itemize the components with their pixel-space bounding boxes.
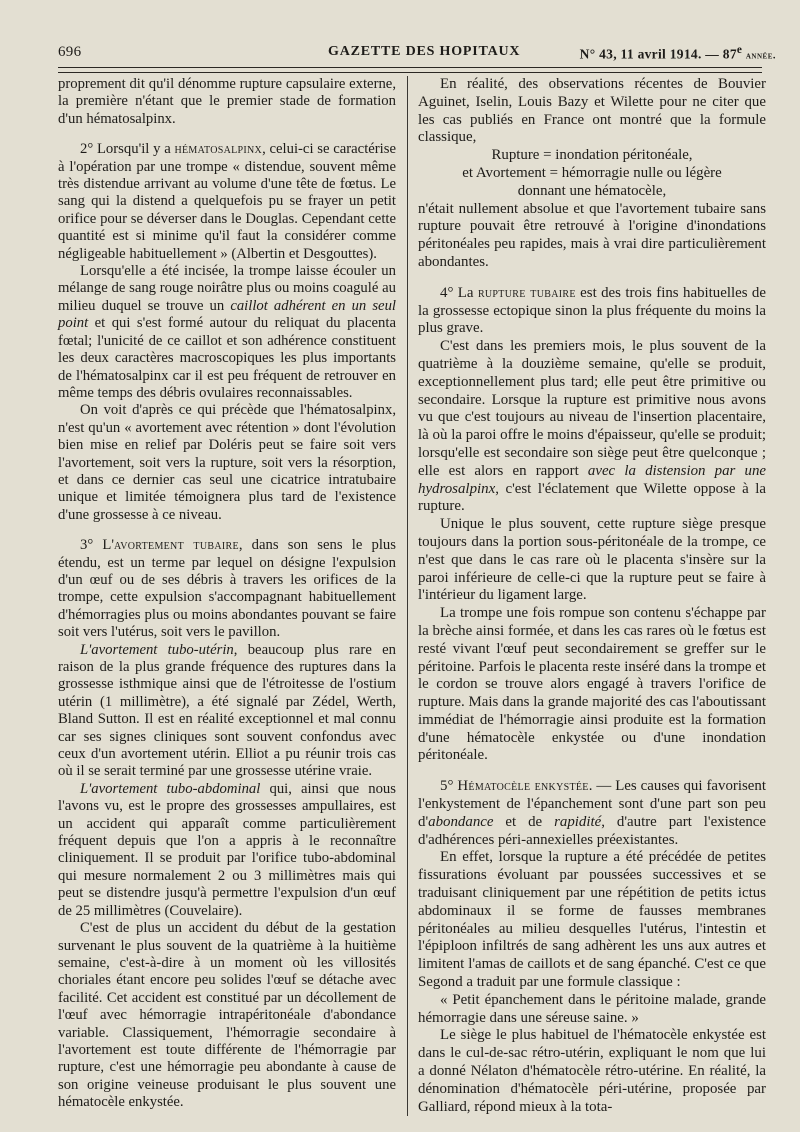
paragraph: On voit d'après ce qui précède que l'hématosalpinx, n'est qu'un « avortement avec rétention » dont l'évolution bien mise en relief par Doléris peut se faire soit vers l'avortement, soit vers la rupture, soit vers la résorption, et dans ce dernier cas seul une cicatrice intratubaire unique et limitée témoignera plus tard de l'existence d'une grossesse à ce niveau.: [58, 402, 396, 523]
term: avortement tubaire: [113, 537, 239, 554]
issue-sup: e: [736, 44, 743, 56]
left-column: [58, 76, 396, 1118]
text: , beaucoup plus rare en raison de la plus grande fréquence des ruptures dans la grossesse isthmique ainsi que de l'étroitesse de l'ostium utérin (1 millimètre), a été signalé par Zédel, Werth, Bland Sutton. Il est en réalité exceptionnel et mal connu car ses signes cliniques sont souvent confondus avec ceux d'un avortement utérin. Elliot a pu réunir trois cas où il se serait terminé par une grossesse utérine vraie.: [58, 641, 396, 780]
emphasis: L'avortement tubo-utérin: [80, 641, 234, 658]
text: , celui-ci se caractérise à l'opération par une trompe « distendue, souvent même très distendue arrivant au volume d'une tête de fœtus. Le sang qui la distend a quelquefois pu se frayer un petit orifice pour se déverser dans le Douglas. Cependant cette quantité est si minime qu'il faut la considérer comme négligeable habituellement » (Albertin et Desgouttes).: [58, 141, 397, 262]
page-number: 696: [58, 44, 82, 60]
paragraph: [58, 642, 396, 781]
term: Hématocèle enkystée: [457, 778, 589, 795]
text: 3° L': [80, 537, 114, 554]
text: qui, ainsi que nous l'avons vu, est le propre des grossesses ampullaires, est un accident qui apparaît comme particulièrement fréquent depuis que l'on a appris à le reconnaître cliniquement. Il se produit par l'orifice tubo-abdominal qui mesure normalement 2 ou 3 millimètres mais qui peut se distendre jusqu'à permettre l'expulsion d'un œuf de 25 millimètres (Couvelaire).: [58, 780, 396, 919]
header-rule-bottom: [58, 72, 762, 73]
text: Lorsqu'elle a été incisée, la trompe laisse écouler un mélange de sang rouge noirâtre plus ou moins coagulé au milieu duquel se trouve un: [58, 263, 396, 314]
paragraph: En réalité, des observations récentes de Bouvier Aguinet, Iselin, Louis Bazy et Wilette pour ne citer que les cas publiés en France ont montré que la formule classique,: [418, 76, 766, 146]
text: 2° Lorsqu'il y a: [80, 141, 175, 158]
paragraph: Le siège le plus habituel de l'hématocèle enkystée est dans le cul-de-sac rétro-utérin, expliquant le nom que lui a donné Nélaton d'hématocèle rétro-utérine. En réalité, la dénomination d'hématocèle péri-utérine, proposée par Galliard, répond mieux à la tota-: [418, 1027, 766, 1115]
header-rule-top: [58, 67, 762, 68]
quotation: « Petit épanchement dans le péritoine malade, grande hémorragie dans une séreuse saine. »: [418, 991, 766, 1026]
emphasis: abondance: [428, 813, 494, 830]
paragraph: [418, 338, 766, 516]
paragraph: [58, 781, 396, 920]
paragraph: En effet, lorsque la rupture a été précédée de petites fissurations évoluant par poussées successives et se traduisant cliniquement par une répétition de petits ictus abdominaux il se forme de fausses membranes péritonéales au milieu desquelles l'utérus, l'intestin et l'épiploon infiltrés de sang adhèrent les uns aux autres et limitent l'amas de caillots et de sang épanché. C'est ce que Segond a traduit par une formule classique :: [418, 849, 766, 991]
text: 5°: [440, 778, 458, 795]
text: 4° La: [440, 284, 478, 301]
text: et qui s'est formé autour du reliquat du placenta fœtal; l'unicité de ce caillot et son adhérence constituent les deux caractères macroscopiques les plus importants de l'hématosalpinx car il est peu fréquent de retrouver en même temps des débris ovulaires reconnaissables.: [58, 315, 396, 401]
right-column: [418, 76, 766, 1118]
paragraph: [58, 263, 396, 402]
text: , c'est l'éclatement que Wilette oppose à la rupture.: [418, 480, 766, 515]
issue-text: N° 43, 11 avril 1914. — 87: [579, 46, 737, 62]
formula-line: et Avortement = hémorragie nulle ou légère: [462, 164, 722, 181]
text: est des trois fins habituelles de la grossesse ectopique sinon la plus fréquente du moins la plus grave.: [418, 284, 766, 337]
paragraph: [58, 141, 396, 263]
emphasis: avec la distension par une hydrosalpinx: [418, 462, 766, 497]
issue-annee: année.: [745, 50, 776, 62]
text: . — Les causes qui favorisent l'enkystement de l'épanchement sont d'une part son peu d': [418, 778, 766, 830]
emphasis: L'avortement tubo-abdominal: [80, 780, 261, 797]
text: , dans son sens le plus étendu, est un terme par lequel on désigne l'expulsion d'un œuf ou de ses débris à travers les orifices de la trompe, cette expulsion s'accompagnant habituellement d'hémorragies plus ou moins abondantes pouvant se faire soit vers l'utérus, soit vers le pavillon.: [58, 537, 396, 641]
paragraph: C'est de plus un accident du début de la gestation survenant le plus souvent de la quatrième à la huitième semaine, c'est-à-dire à un moment où les villosités choriales étant encore peu solides l'œuf se détache avec facilité. Cet accident est constitué par un décollement de l'œuf avec hémorragie intrapéritonéale d'abondance variable. Classiquement, l'hémorragie secondaire à l'avortement est toute différente de l'hémorragie par rupture, c'est une hémorragie peu abondante à cause de son origine veineuse produisant le plus souvent une hématocèle enkystée.: [58, 920, 396, 1111]
issue-info: [580, 44, 776, 63]
journal-title: GAZETTE DES HOPITAUX: [328, 44, 521, 59]
paragraph: [418, 285, 766, 338]
emphasis: rapidité: [554, 813, 602, 830]
text: , d'autre part l'existence d'adhérences péri-annexielles préexistantes.: [418, 813, 766, 848]
paragraph: proprement dit qu'il dénomme rupture capsulaire externe, la première n'étant que le premier stade de formation d'un hématosalpinx.: [58, 76, 396, 127]
column-divider: [407, 76, 408, 1116]
paragraph: [418, 778, 766, 849]
running-header: [58, 42, 776, 64]
paragraph: La trompe une fois rompue son contenu s'échappe par la brèche ainsi formée, et dans les cas rares où le fœtus est resté vivant l'œuf peut secondairement se greffer sur le péritoine. Parfois le placenta reste inséré dans la trompe et le cordon se trouve alors engagé à travers l'orifice de rupture. Mais dans la grande majorité des cas l'aboutissant immédiat de l'hémorragie ainsi produite est la formation d'une hématocèle enkystée ou d'une inondation péritonéale.: [418, 605, 766, 764]
formula-line: donnant une hématocèle,: [517, 182, 667, 199]
term: rupture tubaire: [477, 284, 576, 301]
paragraph: Unique le plus souvent, cette rupture siège presque toujours dans la portion sous-péritonéale de la trompe, ce n'est que dans le cas rare où le placenta s'insère sur la paroi inférieure de celle-ci que la rupture peut se faire à l'intérieur du ligament large.: [418, 516, 766, 604]
text: et de: [493, 813, 555, 830]
paragraph: n'était nullement absolue et que l'avortement tubaire sans rupture pouvait être retrouvé à l'origine d'inondations péritonéales peu rapides, mais à vrai dire particulièrement abondantes.: [418, 200, 766, 270]
term: hématosalpinx: [174, 141, 263, 158]
paragraph: [58, 537, 396, 641]
emphasis: caillot adhérent en un seul point: [58, 297, 396, 332]
text: C'est dans les premiers mois, le plus souvent de la quatrième à la douzième semaine, qu'elle se produit, exceptionnellement plus tard; elle peut être primitive ou secondaire. Lorsque la rupture est primitive nous avons vu que c'est toujours au niveau de l'insertion placentaire, là où la paroi offre le moins d'épaisseur, qu'elle se produit; lorsqu'elle est secondaire son siège peut être quelconque ; elle est alors en rapport: [418, 338, 766, 479]
formula-line: Rupture = inondation péritonéale,: [491, 147, 693, 164]
